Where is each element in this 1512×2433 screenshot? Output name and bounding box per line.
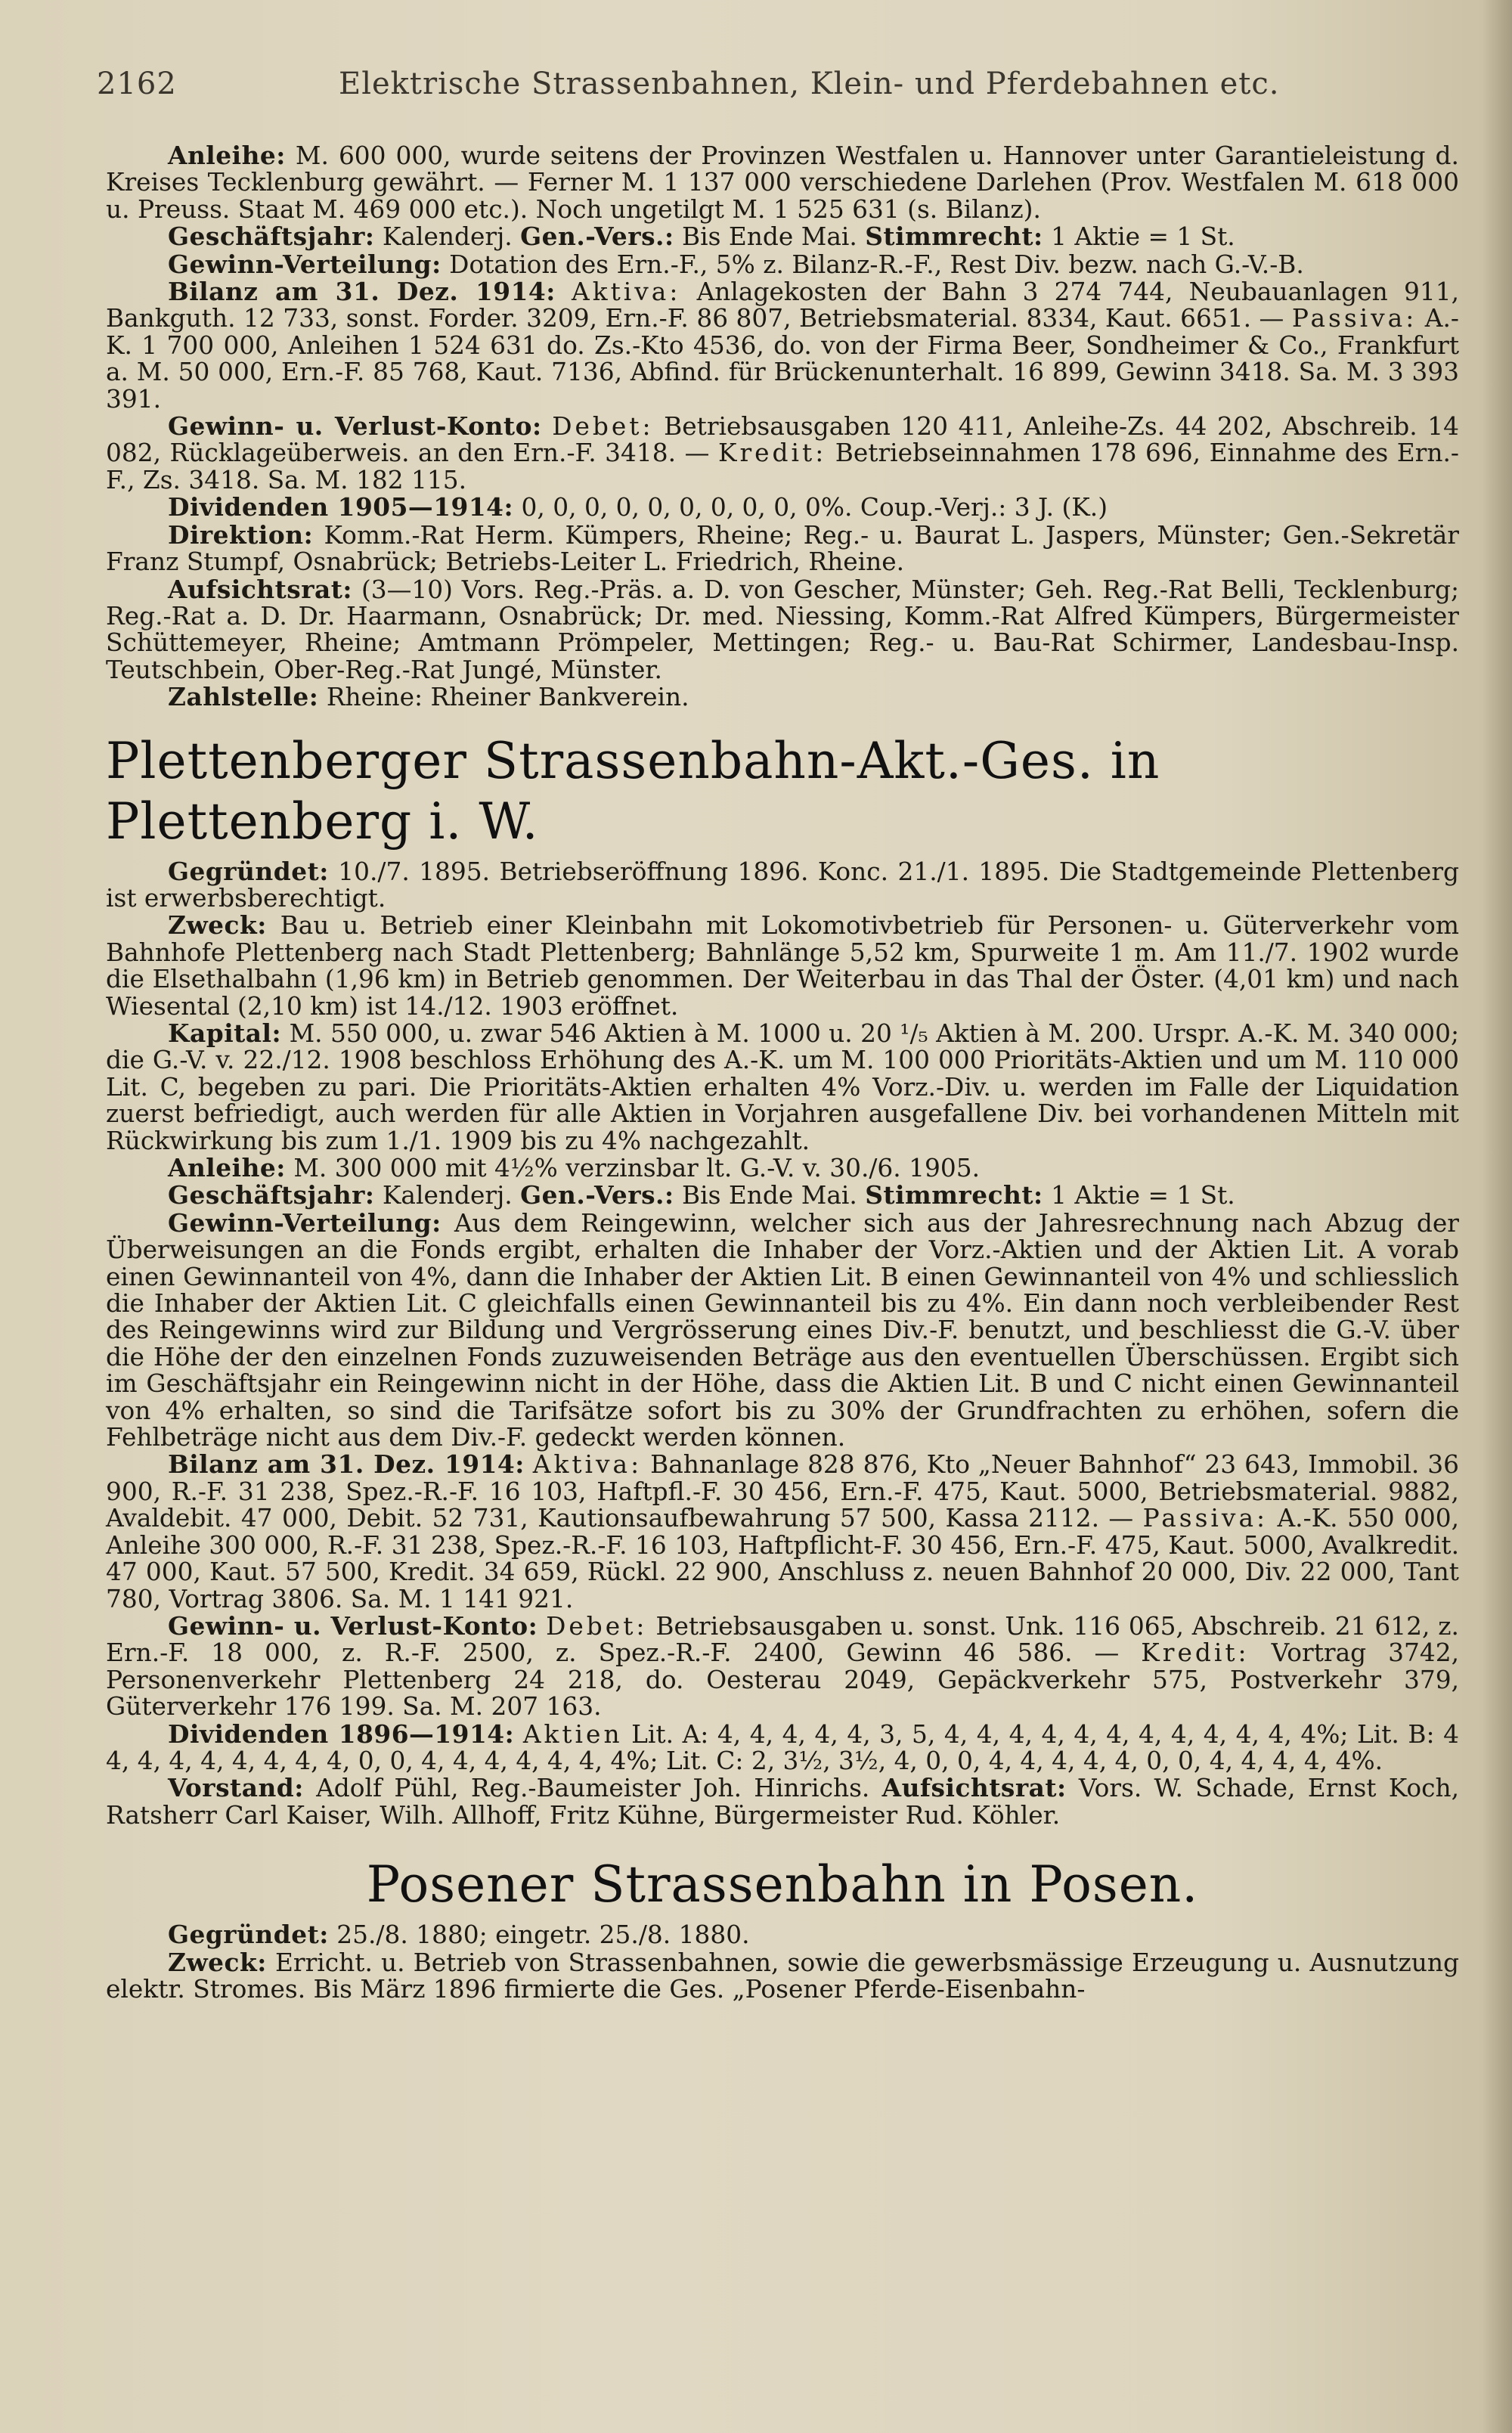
kredit-label: Kredit: xyxy=(717,439,827,468)
entry-geschaeftsjahr xyxy=(106,1182,1459,1209)
entry-label: Anleihe: xyxy=(168,141,286,170)
entry-bilanz xyxy=(106,1451,1459,1612)
entry-text: Kalenderj. xyxy=(382,222,513,252)
entry-text: Kalenderj. xyxy=(382,1181,513,1210)
passiva-label: Passiva: xyxy=(1142,1504,1269,1533)
entry-text: Bis Ende Mai. xyxy=(682,1181,857,1210)
entry-text: Bau u. Betrieb einer Kleinbahn mit Lokomotivbetrieb für Personen- u. Güterverkehr vom Bahnhofe Plettenberg nach Stadt Plettenberg; Bahnlänge 5,52 km, Spurweite 1 m. Am 11./7. 1902 wurde die Elsethalbahn (1,96 km) in Betrieb genommen. Der Weiterbau in das Thal der Öster. (4,01 km) und nach Wiesental (2,10 km) ist 14./12. 1903 eröffnet. xyxy=(106,911,1459,1021)
running-title: Elektrische Strassenbahnen, Klein- und Pferdebahnen etc. xyxy=(339,67,1280,101)
entry-label: Bilanz am 31. Dez. 1914: xyxy=(168,277,556,307)
entry-gegruendet xyxy=(106,1921,1459,1948)
page-number: 2162 xyxy=(97,67,177,101)
entry-text: 25./8. 1880; eingetr. 25./8. 1880. xyxy=(336,1920,750,1950)
aktien-label: Aktien xyxy=(522,1719,623,1749)
entry-label: Gegründet: xyxy=(168,1920,329,1950)
entry-text: Bahnanlage 828 876, Kto „Neuer Bahnhof“ 23 643, Immobil. 36 900, R.-F. 31 238, Spez.-R.-F. 16 103, Haftpfl.-F. 30 456, Ern.-F. 475, Kaut. 5000, Betriebsmaterial. 9882, Avaldebit. 47 000, Debit. 52 731, Kautionsaufbewahrung 57 500, Kassa 2112. — xyxy=(106,1450,1460,1533)
entry-gewinn-verteilung xyxy=(106,251,1459,278)
company-heading-plettenberg: Plettenberger Strassenbahn-Akt.-Ges. in Plettenberg i. W. xyxy=(106,731,1160,851)
debet-label: Debet: xyxy=(552,412,654,442)
entry-text: Anlagekosten der Bahn 3 274 744, Neubauanlagen 911, Bankguth. 12 733, sonst. Forder. 3209, Ern.-F. 86 807, Betriebsmaterial. 8334, Kaut. 6651. — xyxy=(106,277,1459,333)
entry-gegruendet xyxy=(106,858,1459,913)
entry-text: A.-K. 550 000, Anleihe 300 000, R.-F. 31 238, Spez.-R.-F. 16 103, Haftpflicht-F. 30 456, Ern.-F. 475, Kaut. 5000, Avalkredit. 47 000, Kaut. 57 500, Kredit. 34 659, Rückl. 22 900, Anschluss z. neuen Bahnhof 20 000, Div. 22 000, Tant 780, Vortrag 3806. Sa. M. 1 141 921. xyxy=(106,1504,1460,1613)
entry-label: Aufsichtsrat: xyxy=(881,1773,1067,1803)
entry-label: Gewinn-Verteilung: xyxy=(168,249,442,279)
entry-text: Vors. W. Schade, Ernst Koch, Ratsherr Carl Kaiser, Wilh. Allhoff, Fritz Kühne, Bürgermeister Rud. Köhler. xyxy=(106,1774,1459,1830)
entry-text: 1 Aktie = 1 St. xyxy=(1051,222,1235,252)
entry-text: Aus dem Reingewinn, welcher sich aus der Jahresrechnung nach Abzug der Überweisungen an die Fonds ergibt, erhalten die Inhaber der Vorz.-Aktien und der Aktien Lit. A vorab einen Gewinnanteil von 4%, dann die Inhaber der Aktien Lit. B einen Gewinnanteil von 4% und schliesslich die Inhaber der Aktien Lit. C gleichfalls einen Gewinnanteil bis zu 4%. Ein dann noch verbleibender Rest des Reingewinns wird zur Bildung und Vergrösserung eines Div.-F. benutzt, und beschliesst die G.-V. über die Höhe der den einzelnen Fonds zuzuweisenden Beträge aus den eventuellen Überschüssen. Ergibt sich im Geschäftsjahr ein Reingewinn nicht in der Höhe, dass die Aktien Lit. B und C nicht einen Gewinnanteil von 4% erhalten, so sind die Tarifsätze sofort bis zu 30% der Grundfrachten zu erhöhen, sofern die Fehlbeträge nicht aus dem Div.-F. gedeckt werden können. xyxy=(106,1208,1459,1452)
entry-text: M. 600 000, wurde seitens der Provinzen Westfalen u. Hannover unter Garantieleistung d. Kreises Tecklenburg gewährt. — Ferner M. 1 137 000 verschiedene Darlehen (Prov. Westfalen M. 618 000 u. Preuss. Staat M. 469 000 etc.). Noch ungetilgt M. 1 525 631 (s. Bilanz). xyxy=(106,141,1459,224)
entry-anleihe xyxy=(106,142,1459,223)
entry-gewinn-verlust xyxy=(106,1610,1459,1722)
page-body xyxy=(106,142,1459,2003)
entry-label: Aufsichtsrat: xyxy=(168,574,353,604)
entry-text: (3—10) Vors. Reg.-Präs. a. D. von Gescher, Münster; Geh. Reg.-Rat Belli, Tecklenburg; Reg.-Rat a. D. Dr. Haarmann, Osnabrück; Dr. med. Niessing, Komm.-Rat Alfred Kümpers, Bürgermeister Schüttemeyer, Rheine; Amtmann Prömpeler, Mettingen; Reg.- u. Bau-Rat Schirmer, Landesbau-Insp. Teutschbein, Ober-Reg.-Rat Jungé, Münster. xyxy=(106,575,1459,684)
aktiva-label: Aktiva: xyxy=(572,277,681,307)
entry-label: Kapital: xyxy=(168,1018,282,1048)
entry-zweck xyxy=(106,1949,1459,2004)
entry-text: Komm.-Rat Herm. Kümpers, Rheine; Reg.- u. Baurat L. Jaspers, Münster; Gen.-Sekretär Franz Stumpf, Osnabrück; Betriebs-Leiter L. Friedrich, Rheine. xyxy=(106,520,1459,577)
entry-text: Erricht. u. Betrieb von Strassenbahnen, sowie die gewerbsmässige Erzeugung u. Ausnutzung elektr. Stromes. Bis März 1896 firmierte die Ges. „Posener Pferde-Eisenbahn- xyxy=(106,1948,1459,2004)
entry-zweck xyxy=(106,912,1459,1020)
entry-text: Dotation des Ern.-F., 5% z. Bilanz-R.-F., Rest Div. bezw. nach G.-V.-B. xyxy=(449,249,1304,279)
entry-gewinn-verlust xyxy=(106,413,1459,494)
entry-text: 0, 0, 0, 0, 0, 0, 0, 0, 0, 0%. Coup.-Verj.: 3 J. (K.) xyxy=(521,493,1108,522)
page-edge-shadow xyxy=(1482,0,1512,2433)
entry-label: Dividenden 1896—1914: xyxy=(168,1719,515,1749)
entry-text: A.-K. 1 700 000, Anleihen 1 524 631 do. Zs.-Kto 4536, do. von der Firma Beer, Sondheimer & Co., Frankfurt a. M. 50 000, Ern.-F. 85 768, Kaut. 7136, Abfind. für Brückenunterhalt. 16 899, Gewinn 3418. Sa. M. 3 393 391. xyxy=(106,304,1459,414)
entry-label: Stimmrecht: xyxy=(865,222,1043,252)
entry-zahlstelle xyxy=(106,683,1459,711)
entry-geschaeftsjahr xyxy=(106,223,1459,250)
entry-label: Gen.-Vers.: xyxy=(520,222,674,252)
passiva-label: Passiva: xyxy=(1291,304,1418,333)
entry-text: Adolf Pühl, Reg.-Baumeister Joh. Hinrichs. xyxy=(316,1774,870,1803)
entry-anleihe xyxy=(106,1155,1459,1182)
entry-label: Zweck: xyxy=(168,1947,267,1977)
entry-label: Vorstand: xyxy=(168,1773,304,1803)
debet-label: Debet: xyxy=(546,1611,648,1641)
entry-gewinn-verteilung xyxy=(106,1207,1459,1452)
entry-aufsichtsrat xyxy=(106,576,1459,684)
entry-label: Gewinn- u. Verlust-Konto: xyxy=(168,411,542,442)
entry-label: Gewinn- u. Verlust-Konto: xyxy=(168,1610,538,1641)
entry-text: 1 Aktie = 1 St. xyxy=(1051,1181,1235,1210)
entry-label: Gewinn-Verteilung: xyxy=(168,1207,442,1238)
entry-kapital xyxy=(106,1020,1459,1155)
entry-text: Lit. A: 4, 4, 4, 4, 4, 3, 5, 4, 4, 4, 4, 4, 4, 4, 4, 4, 4, 4, 4%; Lit. B: 4 4, 4, 4, 4, 4, 4, 4, 4, 0, 0, 4, 4, 4, 4, 4, 4, 4%; Lit. C: 2, 3½, 3½, 4, 0, 0, 4, 4, 4, 4, 4, 0, 0, 4, 4, 4, 4, 4%. xyxy=(106,1719,1459,1775)
entry-label: Anleihe: xyxy=(168,1153,286,1182)
entry-text: M. 550 000, u. zwar 546 Aktien à M. 1000 u. 20 ¹/₅ Aktien à M. 200. Urspr. A.-K. M. 340 000; die G.-V. v. 22./12. 1908 beschloss Erhöhung des A.-K. um M. 100 000 Prioritäts-Aktien und um M. 110 000 Lit. C, begeben zu pari. Die Prioritäts-Aktien erhalten 4% Vorz.-Div. u. werden im Falle der Liquidation zuerst befriedigt, auch werden für alle Aktien in Vorjahren ausgefallene Div. bei vorhandenen Mitteln mit Rückwirkung bis zum 1./1. 1909 bis zu 4% nachgezahlt. xyxy=(106,1018,1459,1155)
entry-label: Gen.-Vers.: xyxy=(520,1180,674,1210)
entry-label: Bilanz am 31. Dez. 1914: xyxy=(168,1449,525,1480)
entry-label: Geschäftsjahr: xyxy=(168,222,375,252)
entry-label: Stimmrecht: xyxy=(865,1180,1043,1210)
kredit-label: Kredit: xyxy=(1141,1638,1250,1668)
entry-label: Dividenden 1905—1914: xyxy=(168,492,514,522)
entry-dividenden xyxy=(106,494,1459,521)
entry-label: Direktion: xyxy=(168,519,314,550)
entry-text: Betriebsausgaben u. sonst. Unk. 116 065, Abschreib. 21 612, z. Ern.-F. 18 000, z. R.-F. 2500, z. Spez.-R.-F. 2400, Gewinn 46 586. — xyxy=(106,1611,1459,1668)
entry-text: Betriebsausgaben 120 411, Anleihe-Zs. 44 202, Abschreib. 14 082, Rücklageüberweis. an den Ern.-F. 3418. — xyxy=(106,412,1459,468)
entry-vorstand xyxy=(106,1774,1459,1829)
company-heading-posen: Posener Strassenbahn in Posen. xyxy=(366,1855,1199,1914)
entry-text: Bis Ende Mai. xyxy=(682,222,857,252)
entry-text: Rheine: Rheiner Bankverein. xyxy=(326,683,689,712)
aktiva-label: Aktiva: xyxy=(532,1450,643,1480)
entry-dividenden xyxy=(106,1721,1459,1775)
entry-text: Vortrag 3742, Personenverkehr Plettenberg 24 218, do. Oesterau 2049, Gepäckverkehr 575, Postverkehr 379, Güterverkehr 176 199. Sa. M. 207 163. xyxy=(106,1638,1459,1722)
entry-direktion xyxy=(106,519,1459,577)
entry-text: M. 300 000 mit 4½% verzinsbar lt. G.-V. v. 30./6. 1905. xyxy=(293,1154,981,1182)
entry-label: Gegründet: xyxy=(168,856,329,886)
entry-label: Zweck: xyxy=(168,910,267,941)
entry-label: Zahlstelle: xyxy=(168,682,319,712)
entry-bilanz xyxy=(106,278,1459,413)
entry-text: Betriebseinnahmen 178 696, Einnahme des Ern.-F., Zs. 3418. Sa. M. 182 115. xyxy=(106,439,1459,494)
entry-label: Geschäftsjahr: xyxy=(168,1180,375,1210)
running-head xyxy=(97,67,1427,104)
entry-text: 10./7. 1895. Betriebseröffnung 1896. Konc. 21./1. 1895. Die Stadtgemeinde Plettenberg ist erwerbsberechtigt. xyxy=(106,857,1459,913)
